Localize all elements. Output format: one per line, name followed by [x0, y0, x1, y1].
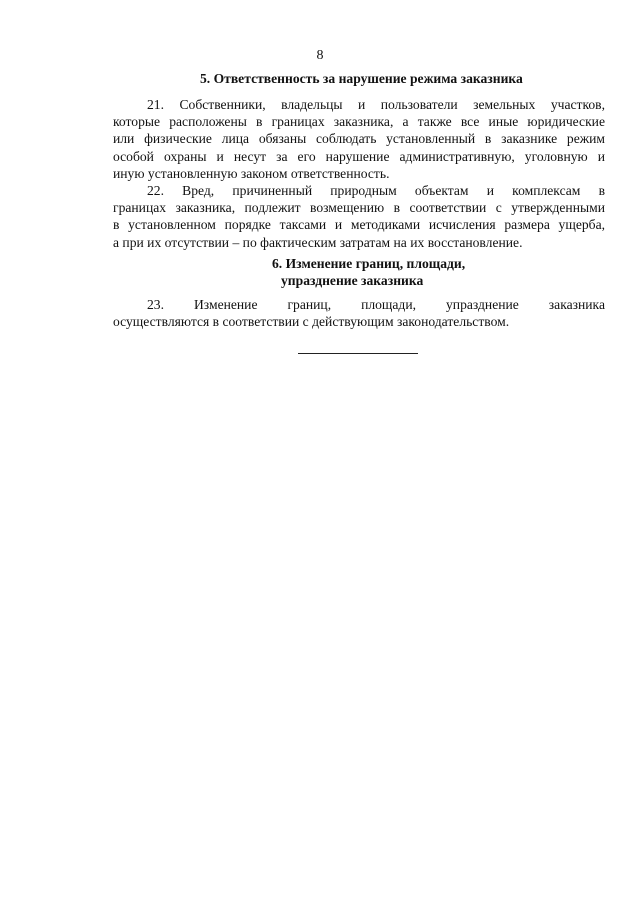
- paragraph-line: особой охраны и несут за его нарушение административную, уголовную и: [113, 148, 605, 164]
- section-6-heading-line-2: упразднение заказника: [281, 273, 424, 288]
- paragraph-line: 21. Собственники, владельцы и пользователи земельных участков,: [147, 97, 605, 112]
- paragraph-23: [113, 296, 605, 330]
- paragraph-line: а при их отсутствии – по фактическим затратам на их восстановление.: [113, 234, 523, 250]
- paragraph-line: границах заказника, подлежит возмещению в соответствии с утвержденными: [113, 200, 605, 216]
- paragraph-21: [113, 96, 605, 182]
- section-6-heading-line-1: 6. Изменение границ, площади,: [272, 256, 466, 271]
- section-5-heading: 5. Ответственность за нарушение режима заказника: [200, 71, 523, 86]
- paragraph-line: которые расположены в границах заказника, а также все иные юридические: [113, 114, 605, 130]
- paragraph-line: иную установленную законом ответственность.: [113, 165, 390, 181]
- paragraph-line: в установленном порядке таксами и методиками исчисления размера ущерба,: [113, 217, 605, 233]
- paragraph-line: или физические лица обязаны соблюдать установленный в заказнике режим: [113, 131, 605, 147]
- paragraph-line: 22. Вред, причиненный природным объектам и комплексам в: [147, 183, 605, 198]
- paragraph-line: осуществляются в соответствии с действующим законодательством.: [113, 314, 510, 330]
- paragraph-line: 23. Изменение границ, площади, упразднение заказника: [147, 297, 605, 312]
- end-of-document-rule: [298, 353, 418, 354]
- page-number: 8: [316, 48, 324, 63]
- paragraph-22: [113, 182, 605, 251]
